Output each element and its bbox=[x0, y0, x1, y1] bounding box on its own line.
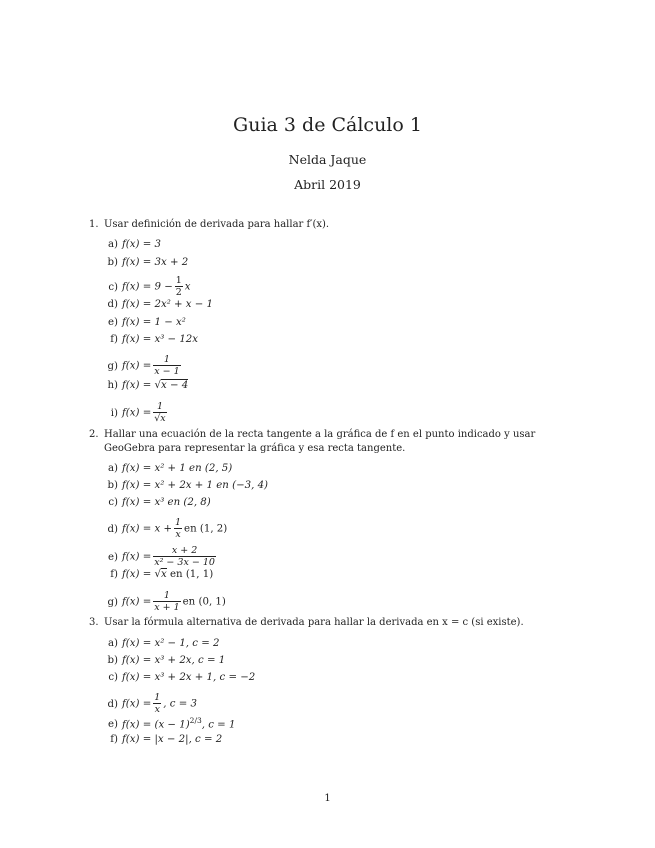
problem-1-item-c bbox=[102, 275, 191, 298]
problem-1-item-g bbox=[102, 354, 183, 377]
fraction-numerator: 1 bbox=[175, 517, 182, 528]
fraction-denominator: 2 bbox=[175, 287, 182, 298]
expr-suffix: en (0, 1) bbox=[182, 596, 226, 608]
problem-2-item-g bbox=[102, 590, 226, 613]
problem-2-item-d bbox=[102, 517, 228, 540]
problem-2-statement bbox=[89, 428, 589, 456]
problem-2-item-b bbox=[102, 478, 268, 494]
item-label: f) bbox=[110, 334, 118, 345]
radicand: x − 4 bbox=[160, 380, 189, 391]
item-label: c) bbox=[108, 672, 118, 683]
item-label: d) bbox=[107, 698, 118, 710]
problem-3-item-b bbox=[102, 653, 225, 669]
expr-prefix: f(x) = bbox=[122, 360, 152, 372]
fraction bbox=[175, 275, 183, 298]
expr-prefix: f(x) = bbox=[122, 551, 152, 563]
problem-text: Hallar una ecuación de la recta tangente a la gráfica de f en el punto indicado y usar GeoGebra para representar la gráfica y esa recta tangente. bbox=[104, 429, 536, 454]
fraction-numerator: 1 bbox=[175, 275, 182, 286]
expr-prefix: f(x) = x + bbox=[122, 523, 172, 535]
expr-suffix: , c = 1 bbox=[201, 719, 236, 731]
item-label: a) bbox=[107, 463, 118, 474]
fraction bbox=[153, 354, 180, 377]
document-title: Guia 3 de Cálculo 1 bbox=[233, 114, 422, 136]
fraction-denominator: x + 1 bbox=[154, 602, 180, 613]
item-label: d) bbox=[107, 299, 118, 310]
item-label: e) bbox=[107, 719, 118, 731]
problem-3-item-d bbox=[102, 692, 197, 715]
radicand: x bbox=[160, 569, 167, 580]
expr-prefix: f(x) = bbox=[122, 407, 152, 419]
expr-suffix: , c = 3 bbox=[163, 698, 197, 710]
exponent: 2/3 bbox=[189, 716, 202, 725]
problem-number: 1. bbox=[89, 219, 99, 230]
item-label: b) bbox=[107, 257, 118, 268]
fraction bbox=[153, 590, 180, 613]
fraction-denominator: x bbox=[154, 704, 160, 715]
problem-3-item-f bbox=[102, 732, 222, 748]
item-label: e) bbox=[107, 317, 118, 328]
expr-prefix: f(x) = √ bbox=[122, 380, 161, 391]
fraction-denominator: x − 1 bbox=[154, 366, 180, 377]
expr-prefix: f(x) = 9 − bbox=[122, 281, 173, 293]
problem-text: Usar la fórmula alternativa de derivada para hallar la derivada en x = c (si existe). bbox=[104, 617, 524, 628]
item-label: a) bbox=[107, 239, 118, 250]
expr-prefix: f(x) = bbox=[122, 596, 152, 608]
item-label: c) bbox=[108, 281, 118, 293]
fraction-numerator: 1 bbox=[153, 354, 180, 366]
item-label: c) bbox=[108, 497, 118, 508]
problem-3-item-c bbox=[102, 670, 255, 686]
fraction bbox=[153, 545, 216, 568]
item-expression: f(x) = 3x + 2 bbox=[122, 257, 189, 268]
expr-suffix: x bbox=[184, 281, 191, 293]
problem-1-item-f bbox=[102, 332, 198, 348]
problem-3-item-a bbox=[102, 636, 219, 652]
item-expression: f(x) = x³ − 12x bbox=[122, 334, 199, 345]
problem-2-item-e bbox=[102, 545, 218, 568]
fraction bbox=[153, 692, 161, 715]
problem-number: 3. bbox=[89, 617, 99, 628]
item-expression: f(x) = 2x² + x − 1 bbox=[122, 299, 214, 310]
problem-2-item-c bbox=[102, 495, 211, 511]
item-expression: f(x) = 3 bbox=[122, 239, 161, 250]
item-expression: f(x) = x² + 2x + 1 en (−3, 4) bbox=[122, 480, 269, 491]
item-label: b) bbox=[107, 480, 118, 491]
item-label: f) bbox=[110, 734, 118, 745]
item-expression: f(x) = x³ + 2x, c = 1 bbox=[122, 655, 226, 666]
expr-prefix: f(x) = bbox=[122, 698, 152, 710]
document-date: Abril 2019 bbox=[294, 177, 361, 192]
problem-1-statement bbox=[89, 218, 589, 232]
problem-1-item-b bbox=[102, 255, 188, 271]
item-expression: f(x) = x³ en (2, 8) bbox=[122, 497, 211, 508]
problem-3-item-e bbox=[102, 713, 235, 729]
page-number: 1 bbox=[324, 793, 331, 804]
problem-1-item-e bbox=[102, 315, 186, 331]
item-label: g) bbox=[107, 596, 118, 608]
problem-1-item-i bbox=[102, 401, 169, 424]
item-expression: f(x) = 1 − x² bbox=[122, 317, 186, 328]
item-expression: f(x) = |x − 2|, c = 2 bbox=[122, 734, 223, 745]
item-label: e) bbox=[107, 551, 118, 563]
problem-2-item-f bbox=[102, 567, 213, 583]
problem-text: Usar definición de derivada para hallar f′(x). bbox=[104, 219, 330, 230]
document-author: Nelda Jaque bbox=[288, 152, 367, 167]
expr-suffix: en (1, 1) bbox=[169, 569, 214, 580]
fraction-numerator: 1 bbox=[154, 692, 161, 703]
item-label: h) bbox=[107, 380, 118, 391]
fraction-denominator: √x bbox=[154, 413, 166, 424]
fraction-denominator: x² − 3x − 10 bbox=[154, 557, 215, 568]
fraction bbox=[174, 517, 182, 540]
item-expression: f(x) = x² − 1, c = 2 bbox=[122, 638, 220, 649]
problem-3-statement bbox=[89, 616, 589, 630]
fraction bbox=[153, 401, 166, 424]
problem-2-item-a bbox=[102, 461, 232, 477]
problem-1-item-d bbox=[102, 297, 213, 313]
expr-prefix: f(x) = (x − 1) bbox=[122, 719, 190, 731]
problem-1-item-a bbox=[102, 237, 161, 253]
item-expression: f(x) = x³ + 2x + 1, c = −2 bbox=[122, 672, 256, 683]
item-label: f) bbox=[110, 569, 118, 580]
fraction-denominator: x bbox=[175, 529, 181, 540]
fraction-numerator: x + 2 bbox=[153, 545, 216, 557]
fraction-numerator: 1 bbox=[153, 401, 166, 413]
fraction-numerator: 1 bbox=[153, 590, 180, 602]
item-label: b) bbox=[107, 655, 118, 666]
problem-number: 2. bbox=[89, 429, 99, 440]
item-expression: f(x) = x² + 1 en (2, 5) bbox=[122, 463, 233, 474]
item-label: d) bbox=[107, 523, 118, 535]
item-label: a) bbox=[107, 638, 118, 649]
item-label: g) bbox=[107, 360, 118, 372]
item-label: i) bbox=[110, 407, 118, 419]
expr-prefix: f(x) = √ bbox=[122, 569, 161, 580]
expr-suffix: en (1, 2) bbox=[184, 523, 228, 535]
problem-1-item-h bbox=[102, 378, 188, 394]
